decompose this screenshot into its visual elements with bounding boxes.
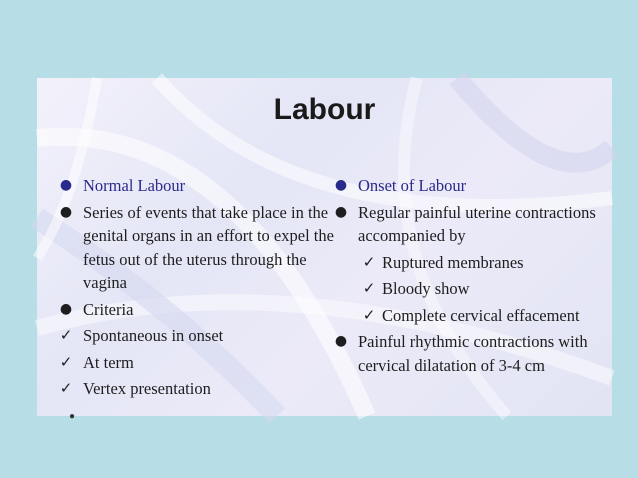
item-text: Criteria [83,299,134,319]
item-text: Vertex presentation [83,379,211,398]
item-text: Series of events that take place in the genital organs in an effort to expel the fetus out of the uterus through the vagina [83,202,334,292]
checkmark-icon: ✓ [362,279,376,297]
checkmark-icon: ✓ [362,252,376,271]
bullet-icon: ● [59,203,73,220]
bullet-icon: ● [334,333,348,349]
left-column [57,174,342,401]
slide-title: Labour [273,93,376,126]
checkmark-icon: ✓ [362,305,376,324]
list-item [57,201,342,295]
right-column [332,174,612,377]
item-text: Spontaneous in onset [83,326,224,345]
item-text: Regular painful uterine contractions accompanied by [358,202,596,245]
item-text: At term [83,352,134,372]
list-item [332,330,612,377]
slide [37,78,612,422]
checkmark-icon: ✓ [59,352,73,371]
list-item [332,201,612,248]
list-item [57,351,342,375]
list-item [332,277,612,301]
bullet-icon: ● [59,300,73,317]
list-item [57,377,342,401]
bullet-icon: ● [334,203,348,220]
clipped-bullet-icon: ● [69,411,76,422]
checkmark-icon: ✓ [59,379,73,397]
list-item [332,174,612,198]
list-item [57,324,342,348]
item-text: Complete cervical effacement [382,305,580,325]
checkmark-icon: ✓ [59,326,73,344]
item-text: Ruptured membranes [382,252,524,272]
item-text: Onset of Labour [358,176,467,195]
bullet-icon: ● [59,177,73,193]
item-text: Bloody show [382,279,470,298]
list-item [57,298,342,322]
item-text: Painful rhythmic contractions with cervical dilatation of 3-4 cm [358,332,588,375]
list-item [57,174,342,198]
bullet-icon: ● [334,177,348,193]
item-text: Normal Labour [83,176,186,195]
list-item [332,251,612,275]
list-item [332,304,612,328]
